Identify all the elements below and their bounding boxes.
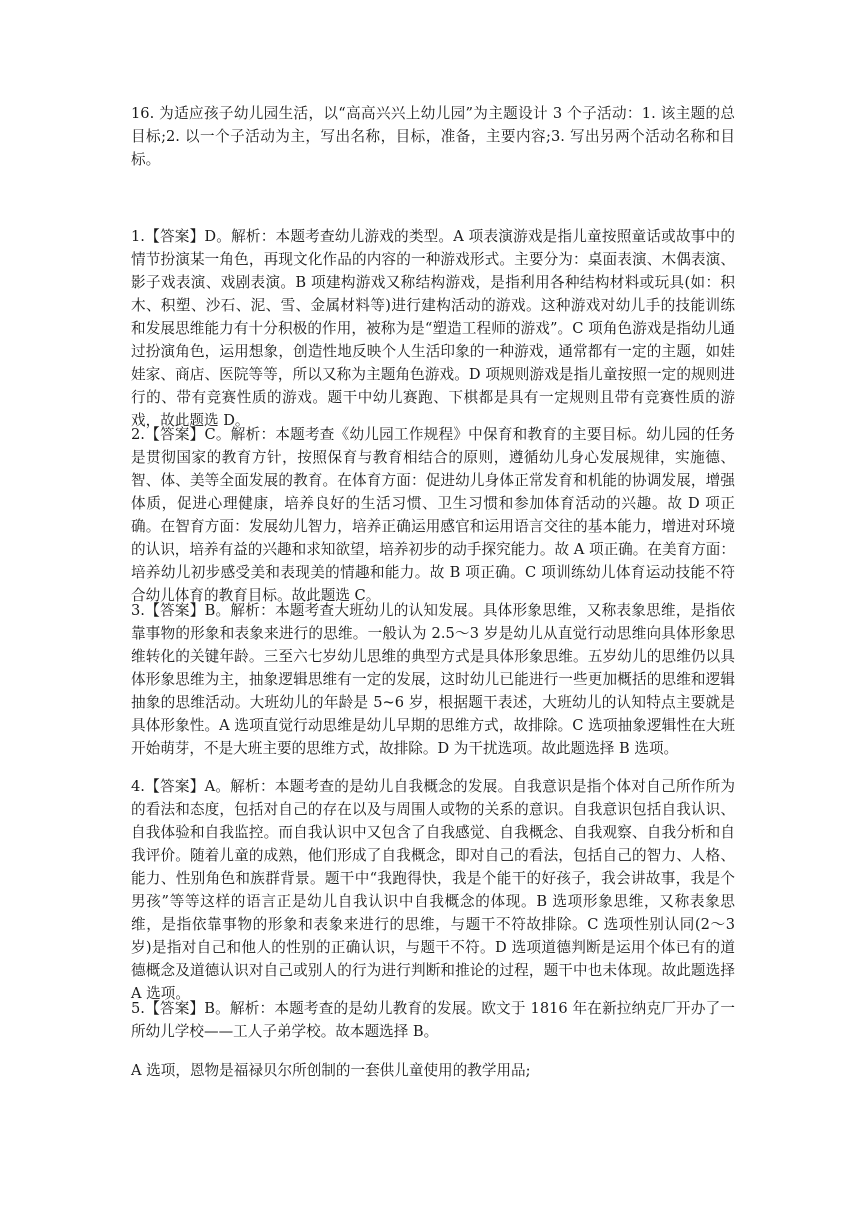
answer-5: 5.【答案】B。解析：本题考查的是幼儿教育的发展。欧文于 1816 年在新拉纳克厂开办了一所幼儿学校——工人子弟学校。故本题选择 B。 (131, 1000, 735, 1040)
answer-2: 2.【答案】C。解析：本题考查《幼儿园工作规程》中保育和教育的主要目标。幼儿园的任务是贯彻国家的教育方针，按照保育与教育相结合的原则，遵循幼儿身心发展规律，实施德、智、体、美等全面发展的教育。在体育方面：促进幼儿身体正常发育和机能的协调发展，增强体质，促进心理健康，培养良好的生活习惯、卫生习惯和参加体育活动的兴趣。故 D 项正确。在智育方面：发展幼儿智力，培养正确运用感官和运用语言交往的基本能力，增进对环境的认识，培养有益的兴趣和求知欲望，培养初步的动手探究能力。故 A 项正确。在美育方面：培养幼儿初步感受美和表现美的情趣和能力。故 B 项正确。C 项训练幼儿体育运动技能不符合幼儿体育的教育目标。故此题选 C。 (131, 426, 735, 604)
question-16: 16. 为适应孩子幼儿园生活，以“高高兴兴上幼儿园”为主题设计 3 个子活动：1. 该主题的总目标;2. 以一个子活动为主，写出名称，目标，准备，主要内容;3. 写出另两个活动名称和目标。 (131, 105, 735, 168)
answer-1: 1.【答案】D。解析：本题考查幼儿游戏的类型。A 项表演游戏是指儿童按照童话或故事中的情节扮演某一角色，再现文化作品的内容的一种游戏形式。主要分为：桌面表演、木偶表演、影子戏表演、戏剧表演。B 项建构游戏又称结构游戏，是指利用各种结构材料或玩具(如：积木、积塑、沙石、泥、雪、金属材料等)进行建构活动的游戏。这种游戏对幼儿手的技能训练和发展思维能力有十分积极的作用，被称为是“塑造工程师的游戏”。C 项角色游戏是指幼儿通过扮演角色，运用想象，创造性地反映个人生活印象的一种游戏，通常都有一定的主题，如娃娃家、商店、医院等等，所以又称为主题角色游戏。D 项规则游戏是指儿童按照一定的规则进行的、带有竞赛性质的游戏。题干中幼儿赛跑、下棋都是具有一定规则且带有竞赛性质的游戏，故此题选 D。 (131, 228, 735, 429)
answer-3: 3.【答案】B。解析：本题考查大班幼儿的认知发展。具体形象思维，又称表象思维，是指依靠事物的形象和表象来进行的思维。一般认为 2.5～3 岁是幼儿从直觉行动思维向具体形象思维转化的关键年龄。三至六七岁幼儿思维的典型方式是具体形象思维。五岁幼儿的思维仍以具体形象思维为主，抽象逻辑思维有一定的发展，这时幼儿已能进行一些更加概括的思维和逻辑抽象的思维活动。大班幼儿的年龄是 5~6 岁，根据题干表述，大班幼儿的认知特点主要就是具体形象性。A 选项直觉行动思维是幼儿早期的思维方式，故排除。C 选项抽象逻辑性在大班开始萌芽，不是大班主要的思维方式，故排除。D 为干扰选项。故此题选择 B 选项。 (131, 602, 735, 757)
answer-4: 4.【答案】A。解析：本题考查的是幼儿自我概念的发展。自我意识是指个体对自己所作所为的看法和态度，包括对自己的存在以及与周围人或物的关系的意识。自我意识包括自我认识、自我体验和自我监控。而自我认识中又包含了自我感觉、自我概念、自我观察、自我分析和自我评价。随着儿童的成熟，他们形成了自我概念，即对自己的看法，包括自己的智力、人格、能力、性别角色和族群背景。题干中“我跑得快，我是个能干的好孩子，我会讲故事，我是个男孩”等等这样的语言正是幼儿自我认识中自我概念的体现。B 选项形象思维，又称表象思维，是指依靠事物的形象和表象来进行的思维，与题干不符故排除。C 选项性别认同(2～3 岁)是指对自己和他人的性别的正确认识，与题干不符。D 选项道德判断是运用个体已有的道德概念及道德认识对自己或别人的行为进行判断和推论的过程，题干中也未体现。故此题选择 A 选项。 (131, 778, 735, 1002)
answer-5-option-a: A 选项，恩物是福禄贝尔所创制的一套供儿童使用的教学用品; (131, 1062, 531, 1079)
